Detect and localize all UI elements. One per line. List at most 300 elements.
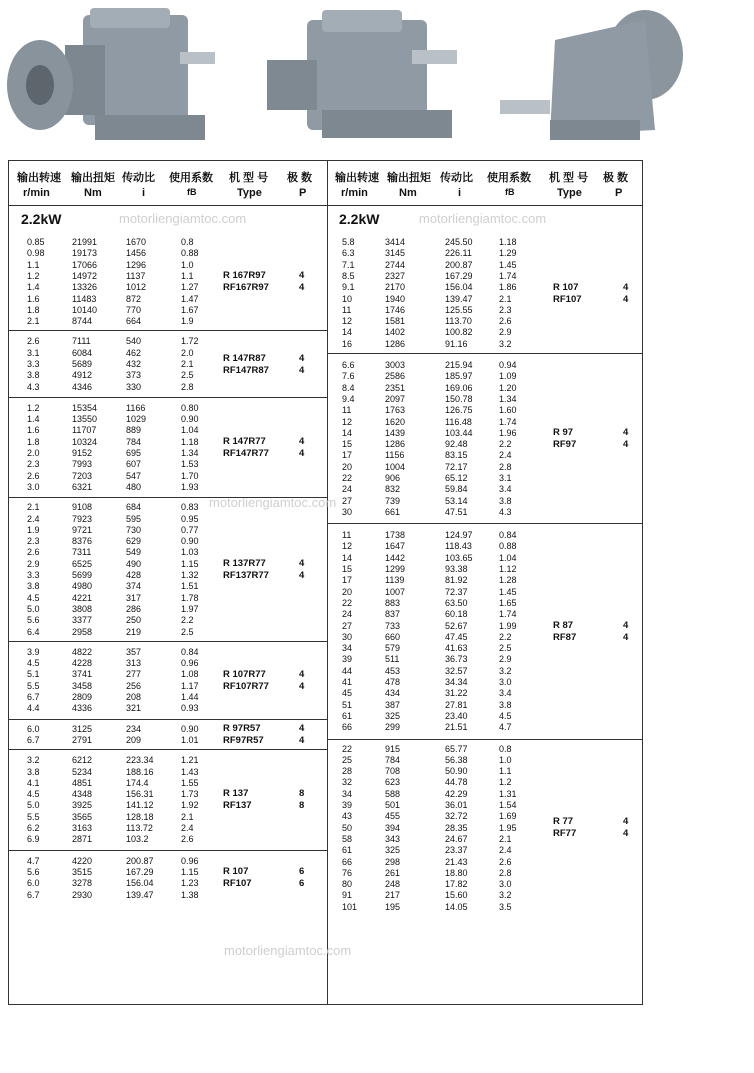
model-group — [9, 642, 327, 720]
factor-cell: 1.1 — [499, 766, 512, 777]
factor-cell: 0.8 — [181, 237, 194, 247]
header-poles-unit: P — [615, 187, 623, 199]
model-group — [9, 498, 327, 642]
torque-cell: 2871 — [72, 834, 93, 845]
torque-cell: 733 — [385, 620, 401, 631]
ratio-cell: 245.50 — [445, 237, 473, 247]
speed-cell: 3.3 — [27, 570, 40, 581]
torque-cell: 1620 — [385, 416, 406, 427]
table-row — [327, 417, 642, 428]
ratio-cell: 83.15 — [445, 450, 468, 461]
ratio-cell: 63.50 — [445, 597, 468, 608]
left-table-half — [9, 161, 352, 1004]
factor-cell: 2.1 — [499, 293, 512, 304]
pole-count: 4 — [623, 427, 629, 439]
speed-cell: 5.6 — [27, 615, 40, 626]
ratio-cell: 208 — [126, 692, 142, 703]
table-row — [9, 547, 327, 558]
ratio-cell: 480 — [126, 481, 142, 492]
ratio-cell: 200.87 — [445, 259, 473, 270]
torque-cell: 9152 — [72, 448, 93, 459]
factor-cell: 2.2 — [181, 615, 194, 626]
table-row — [9, 647, 327, 658]
table-row — [9, 724, 327, 735]
table-row — [327, 700, 642, 711]
speed-cell: 5.5 — [27, 811, 40, 822]
power-rating: 2.2kW — [339, 211, 380, 227]
header-torque-unit: Nm — [84, 187, 102, 199]
table-row — [327, 316, 642, 327]
torque-cell: 387 — [385, 699, 401, 710]
pole-count: 8 — [299, 800, 305, 812]
ratio-cell: 18.80 — [445, 867, 468, 878]
table-row — [327, 711, 642, 722]
speed-cell: 22 — [342, 597, 353, 608]
torque-cell: 6084 — [72, 347, 93, 358]
speed-cell: 6.7 — [27, 889, 40, 900]
ratio-cell: 1137 — [126, 270, 146, 281]
torque-cell: 9721 — [72, 524, 93, 535]
table-row — [327, 890, 642, 901]
table-row — [9, 525, 327, 536]
factor-cell: 0.96 — [181, 855, 199, 866]
speed-cell: 6.0 — [27, 723, 40, 734]
factor-cell: 2.8 — [499, 867, 512, 878]
torque-cell: 739 — [385, 495, 401, 506]
factor-cell: 1.03 — [181, 547, 199, 558]
pole-count: 4 — [299, 558, 305, 570]
torque-cell: 7203 — [72, 470, 93, 481]
torque-cell: 3565 — [72, 811, 93, 822]
header-ratio-cn: 传动比 — [440, 172, 473, 184]
header-ratio-unit: i — [142, 187, 146, 199]
table-row — [9, 878, 327, 889]
table-row — [9, 282, 327, 293]
table-row — [327, 643, 642, 654]
factor-cell: 2.1 — [181, 358, 194, 369]
torque-cell: 4851 — [72, 777, 93, 788]
ratio-cell: 549 — [126, 547, 142, 558]
speed-cell: 3.3 — [27, 358, 40, 369]
speed-cell: 14 — [342, 552, 353, 563]
speed-cell: 43 — [342, 811, 353, 822]
torque-cell: 1286 — [385, 338, 406, 349]
speed-cell: 15 — [342, 564, 353, 575]
power-rating: 2.2kW — [21, 211, 62, 227]
factor-cell: 3.2 — [499, 338, 512, 349]
speed-cell: 10 — [342, 293, 353, 304]
table-row — [327, 439, 642, 450]
torque-cell: 3741 — [72, 669, 93, 680]
model-type: RF97 — [553, 439, 577, 451]
torque-cell: 501 — [385, 800, 401, 811]
torque-cell: 1647 — [385, 541, 406, 552]
ratio-cell: 547 — [126, 470, 142, 481]
ratio-cell: 21.51 — [445, 722, 468, 733]
pole-count: 4 — [299, 734, 305, 746]
speed-cell: 6.3 — [342, 248, 355, 259]
torque-cell: 1439 — [385, 427, 406, 438]
speed-cell: 2.0 — [27, 448, 40, 459]
ratio-cell: 60.18 — [445, 609, 468, 620]
table-row — [327, 789, 642, 800]
factor-cell: 4.7 — [499, 722, 512, 733]
ratio-cell: 126.75 — [445, 405, 473, 416]
ratio-cell: 124.97 — [445, 530, 473, 541]
ratio-cell: 156.04 — [445, 282, 473, 293]
pole-count: 4 — [623, 619, 629, 631]
torque-cell: 3515 — [72, 866, 93, 877]
speed-cell: 41 — [342, 677, 353, 688]
factor-cell: 2.6 — [499, 856, 512, 867]
speed-cell: 6.2 — [27, 823, 40, 834]
ratio-cell: 200.87 — [126, 855, 154, 866]
speed-cell: 6.9 — [27, 834, 40, 845]
ratio-cell: 1296 — [126, 259, 147, 270]
speed-cell: 25 — [342, 754, 353, 765]
table-row — [327, 564, 642, 575]
factor-cell: 3.2 — [499, 890, 512, 901]
speed-cell: 27 — [342, 620, 353, 631]
table-row — [9, 370, 327, 381]
torque-cell: 7111 — [72, 336, 91, 347]
model-group — [327, 524, 642, 739]
header-speed-cn: 输出转速 — [335, 172, 379, 184]
torque-cell: 579 — [385, 643, 401, 654]
factor-cell: 1.99 — [499, 620, 517, 631]
factor-cell: 1.72 — [181, 336, 199, 347]
ratio-cell: 15.60 — [445, 890, 468, 901]
speed-cell: 50 — [342, 822, 353, 833]
torque-cell: 2809 — [72, 692, 93, 703]
ratio-cell: 139.47 — [126, 889, 154, 900]
speed-cell: 24 — [342, 609, 353, 620]
torque-cell: 4912 — [72, 370, 93, 381]
gearmotor-photo-3 — [495, 0, 695, 158]
table-row — [327, 271, 642, 282]
table-row — [327, 834, 642, 845]
torque-cell: 343 — [385, 833, 401, 844]
pole-count: 4 — [299, 722, 305, 734]
torque-cell: 14972 — [72, 270, 98, 281]
factor-cell: 1.0 — [181, 259, 194, 270]
table-row — [9, 305, 327, 316]
table-row — [327, 587, 642, 598]
ratio-cell: 1012 — [126, 282, 147, 293]
table-row — [327, 394, 642, 405]
factor-cell: 1.38 — [181, 889, 199, 900]
ratio-cell: 784 — [126, 436, 142, 447]
table-row — [327, 339, 642, 350]
factor-cell: 3.4 — [499, 688, 512, 699]
model-type: RF77 — [553, 828, 577, 840]
ratio-cell: 607 — [126, 459, 142, 470]
torque-cell: 832 — [385, 484, 401, 495]
table-row — [9, 615, 327, 626]
speed-cell: 27 — [342, 495, 353, 506]
speed-cell: 4.1 — [27, 777, 40, 788]
table-row — [327, 744, 642, 755]
speed-cell: 6.4 — [27, 626, 40, 637]
table-row — [9, 271, 327, 282]
ratio-cell: 32.57 — [445, 665, 468, 676]
pole-count: 4 — [299, 364, 305, 376]
ratio-cell: 250 — [126, 615, 142, 626]
torque-cell: 2791 — [72, 734, 93, 745]
table-row — [9, 581, 327, 592]
speed-cell: 39 — [342, 654, 353, 665]
model-type: RF167R97 — [223, 282, 269, 294]
table-row — [327, 868, 642, 879]
factor-cell: 0.84 — [499, 530, 517, 541]
table-row — [9, 834, 327, 845]
torque-cell: 453 — [385, 665, 401, 676]
table-row — [9, 425, 327, 436]
torque-cell: 883 — [385, 597, 401, 608]
model-group — [9, 331, 327, 398]
torque-cell: 6212 — [72, 755, 93, 766]
table-row — [327, 450, 642, 461]
ratio-cell: 317 — [126, 592, 142, 603]
speed-cell: 0.85 — [27, 237, 45, 247]
torque-cell: 2327 — [385, 270, 406, 281]
speed-cell: 12 — [342, 541, 353, 552]
torque-cell: 2097 — [385, 393, 406, 404]
factor-cell: 0.96 — [181, 658, 199, 669]
factor-cell: 1.69 — [499, 811, 517, 822]
table-row — [9, 800, 327, 811]
table-row — [9, 559, 327, 570]
model-group — [9, 720, 327, 751]
speed-cell: 3.2 — [27, 755, 40, 766]
ratio-cell: 47.51 — [445, 506, 468, 517]
speed-cell: 16 — [342, 338, 353, 349]
watermark: motorliengiamtoc.com — [209, 495, 337, 510]
factor-cell: 0.8 — [499, 743, 512, 754]
speed-cell: 4.5 — [27, 658, 40, 669]
torque-cell: 8744 — [72, 316, 93, 327]
factor-cell: 1.12 — [499, 564, 517, 575]
ratio-cell: 432 — [126, 358, 142, 369]
factor-cell: 0.93 — [181, 703, 199, 714]
ratio-cell: 103.2 — [126, 834, 149, 845]
ratio-cell: 113.70 — [445, 316, 472, 327]
pole-count: 4 — [299, 668, 305, 680]
torque-cell: 4980 — [72, 581, 93, 592]
ratio-cell: 41.63 — [445, 643, 468, 654]
model-type: RF137R77 — [223, 570, 269, 582]
ratio-cell: 357 — [126, 646, 142, 657]
factor-cell: 1.08 — [181, 669, 199, 680]
table-row — [327, 383, 642, 394]
speed-cell: 14 — [342, 427, 353, 438]
table-row — [9, 359, 327, 370]
speed-cell: 0.98 — [27, 248, 45, 259]
factor-cell: 1.43 — [181, 766, 199, 777]
torque-cell: 217 — [385, 890, 401, 901]
speed-cell: 1.2 — [27, 270, 40, 281]
factor-cell: 1.44 — [181, 692, 199, 703]
factor-cell: 2.8 — [499, 461, 512, 472]
speed-cell: 2.1 — [27, 502, 40, 513]
table-row — [9, 570, 327, 581]
speed-cell: 80 — [342, 879, 353, 890]
pole-count: 4 — [623, 828, 629, 840]
table-row — [9, 604, 327, 615]
speed-cell: 51 — [342, 699, 353, 710]
header-torque-cn: 输出扭矩 — [71, 172, 115, 184]
torque-cell: 2351 — [385, 382, 406, 393]
header-poles-cn: 极 数 — [603, 172, 629, 184]
speed-cell: 17 — [342, 575, 353, 586]
table-row — [327, 755, 642, 766]
right-table-half — [327, 161, 642, 1004]
torque-cell: 7311 — [72, 547, 92, 558]
torque-cell: 5689 — [72, 358, 93, 369]
factor-cell: 3.1 — [499, 473, 512, 483]
pole-count: 4 — [623, 631, 629, 643]
speed-cell: 1.9 — [27, 524, 40, 535]
ratio-cell: 664 — [126, 316, 142, 327]
speed-cell: 3.8 — [27, 766, 40, 777]
torque-cell: 10324 — [72, 436, 98, 447]
ratio-cell: 72.37 — [445, 586, 468, 597]
model-type: R 107 — [223, 866, 249, 878]
speed-cell: 76 — [342, 867, 353, 878]
watermark: motorliengiamtoc.com — [419, 211, 547, 226]
table-row — [327, 666, 642, 677]
model-type: RF87 — [553, 631, 577, 643]
factor-cell: 2.5 — [181, 626, 194, 637]
speed-cell: 1.4 — [27, 282, 40, 293]
factor-cell: 1.20 — [499, 382, 517, 393]
ratio-cell: 28.35 — [445, 822, 468, 833]
speed-cell: 1.6 — [27, 425, 40, 436]
ratio-cell: 24.67 — [445, 833, 468, 844]
header-ratio-unit: i — [458, 187, 462, 199]
model-type: R 137 — [223, 788, 249, 800]
speed-cell: 4.5 — [27, 592, 40, 603]
speed-cell: 4.4 — [27, 703, 40, 714]
table-row — [327, 462, 642, 473]
table-row — [327, 823, 642, 834]
factor-cell: 1.51 — [181, 581, 199, 592]
watermark: motorliengiamtoc.com — [119, 211, 247, 226]
torque-cell: 1442 — [385, 552, 406, 563]
table-row — [327, 405, 642, 416]
ratio-cell: 36.73 — [445, 654, 468, 665]
model-group — [9, 851, 327, 906]
torque-cell: 3278 — [72, 878, 93, 889]
speed-cell: 34 — [342, 788, 353, 799]
torque-cell: 3808 — [72, 603, 93, 614]
ratio-cell: 128.18 — [126, 811, 154, 822]
table-row — [327, 541, 642, 552]
pole-count: 4 — [299, 680, 305, 692]
table-row — [9, 260, 327, 271]
torque-cell: 2586 — [385, 371, 406, 382]
table-row — [327, 598, 642, 609]
torque-cell: 11483 — [72, 293, 97, 304]
speed-cell: 22 — [342, 473, 353, 483]
torque-cell: 3925 — [72, 800, 93, 811]
table-row — [9, 890, 327, 901]
speed-cell: 20 — [342, 461, 353, 472]
ratio-cell: 223.34 — [126, 755, 154, 766]
header-torque-cn: 输出扭矩 — [387, 172, 431, 184]
factor-cell: 0.94 — [499, 360, 517, 370]
ratio-cell: 1670 — [126, 237, 147, 247]
speed-cell: 24 — [342, 484, 353, 495]
speed-cell: 7.6 — [342, 371, 355, 382]
ratio-cell: 72.17 — [445, 461, 468, 472]
ratio-cell: 23.40 — [445, 710, 468, 721]
torque-cell: 7993 — [72, 459, 93, 470]
torque-cell: 8376 — [72, 536, 93, 547]
ratio-cell: 540 — [126, 336, 142, 347]
table-row — [9, 767, 327, 778]
factor-cell: 1.73 — [181, 789, 199, 800]
table-row — [9, 348, 327, 359]
factor-cell: 1.9 — [181, 316, 194, 327]
ratio-cell: 139.47 — [445, 293, 473, 304]
speed-cell: 3.8 — [27, 581, 40, 592]
torque-cell: 1746 — [385, 304, 406, 315]
model-type: R 107R77 — [223, 668, 266, 680]
factor-cell: 1.92 — [181, 800, 199, 811]
factor-cell: 0.90 — [181, 414, 199, 425]
factor-cell: 2.6 — [499, 316, 512, 327]
table-row — [327, 621, 642, 632]
table-row — [9, 414, 327, 425]
factor-cell: 1.2 — [499, 777, 512, 788]
right-header — [327, 161, 642, 206]
table-row — [327, 360, 642, 371]
speed-cell: 2.3 — [27, 536, 40, 547]
ratio-cell: 730 — [126, 524, 142, 535]
factor-cell: 0.80 — [181, 402, 199, 413]
torque-cell: 1004 — [385, 461, 406, 472]
model-type: RF107 — [223, 878, 252, 890]
ratio-cell: 156.31 — [126, 789, 154, 800]
ratio-cell: 65.12 — [445, 473, 468, 483]
factor-cell: 1.93 — [181, 481, 199, 492]
speed-cell: 61 — [342, 845, 353, 856]
header-factor-unit: fB — [505, 187, 515, 197]
ratio-cell: 53.14 — [445, 495, 468, 506]
torque-cell: 261 — [385, 867, 401, 878]
factor-cell: 4.5 — [499, 710, 512, 721]
ratio-cell: 215.94 — [445, 360, 473, 370]
torque-cell: 906 — [385, 473, 401, 483]
ratio-cell: 167.29 — [445, 270, 473, 281]
torque-cell: 3414 — [385, 237, 406, 247]
model-group — [9, 398, 327, 498]
ratio-cell: 50.90 — [445, 766, 468, 777]
speed-cell: 1.2 — [27, 402, 40, 413]
factor-cell: 1.34 — [499, 393, 517, 404]
table-row — [9, 514, 327, 525]
ratio-cell: 141.12 — [126, 800, 154, 811]
pole-count: 4 — [623, 816, 629, 828]
model-group — [327, 740, 642, 918]
table-row — [327, 496, 642, 507]
torque-cell: 660 — [385, 631, 401, 642]
model-type: R 97 — [553, 427, 574, 439]
torque-cell: 3003 — [385, 360, 406, 370]
model-type: R 137R77 — [223, 558, 266, 570]
ratio-cell: 428 — [126, 570, 142, 581]
